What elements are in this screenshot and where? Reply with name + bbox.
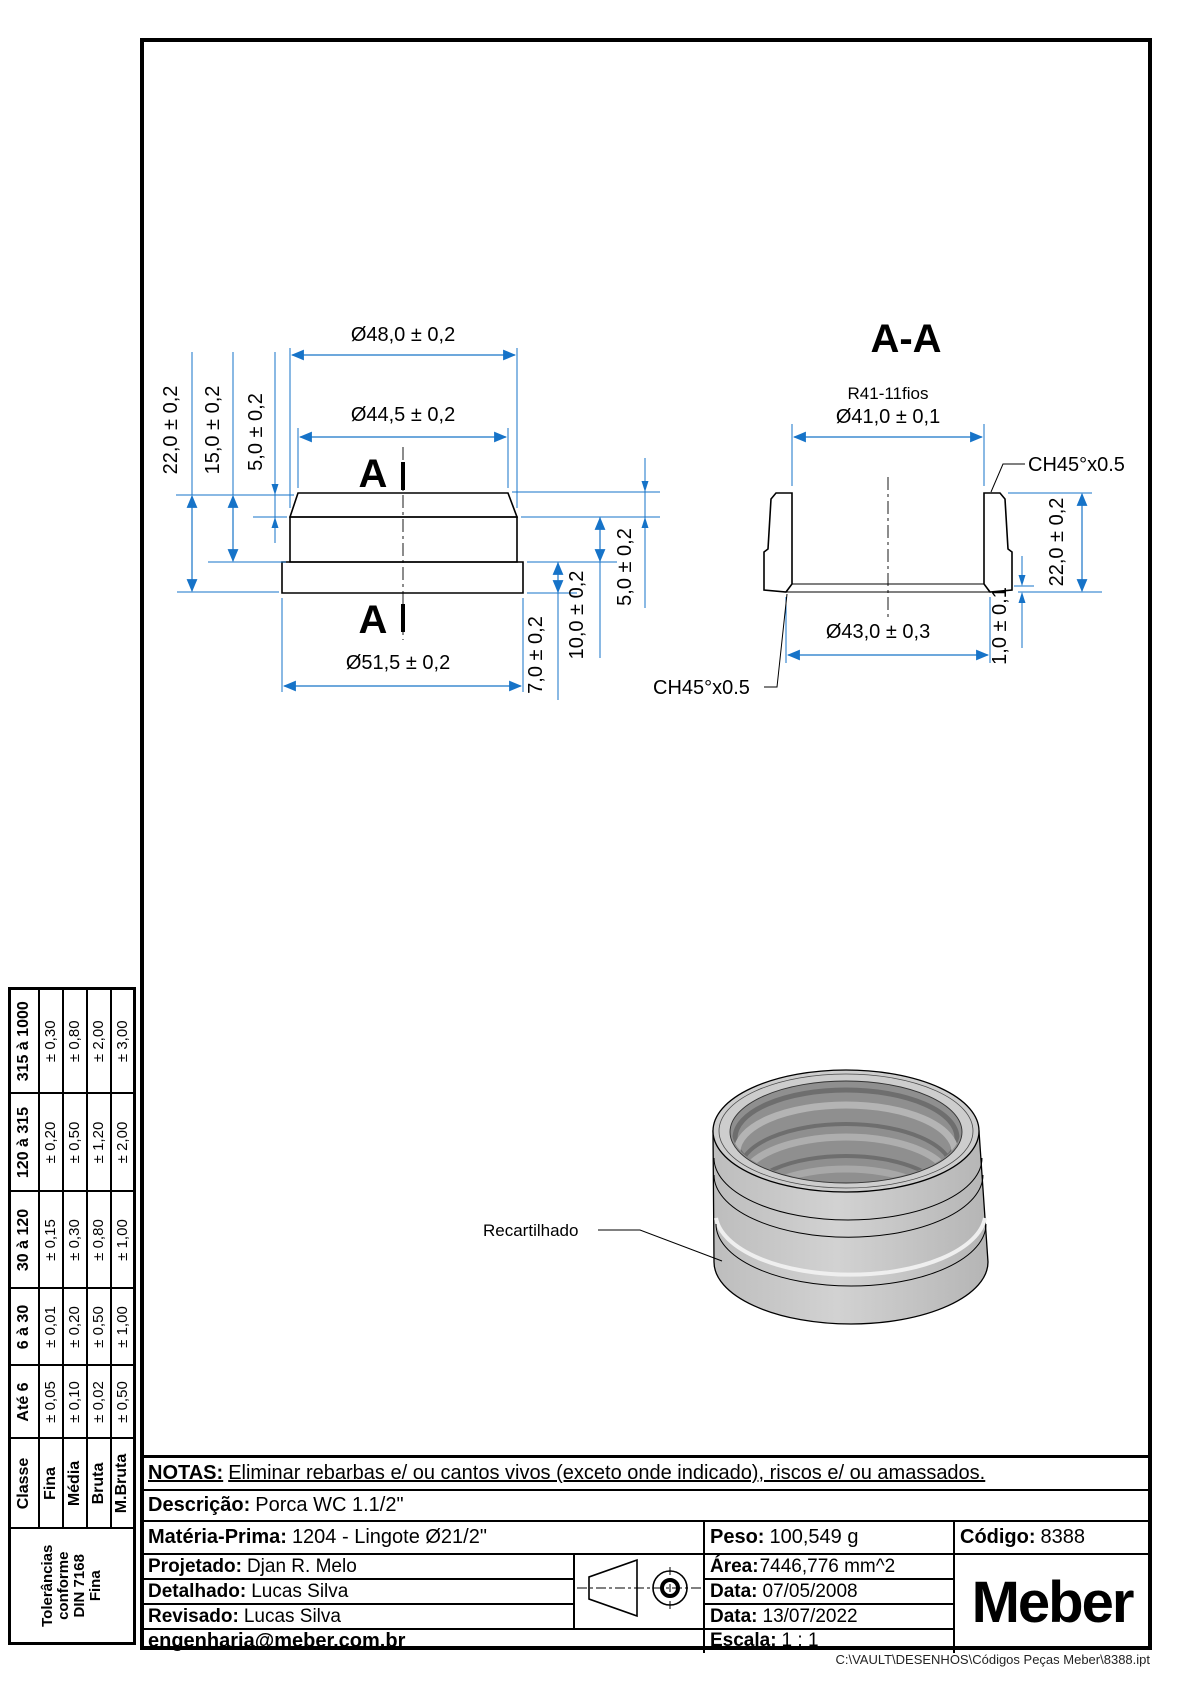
din-note-line: Tolerâncias <box>39 1544 56 1627</box>
din-note-line: Fina <box>87 1570 104 1602</box>
dim-diameter-51-5: Ø51,5 ± 0,2 <box>345 652 451 674</box>
tol-value: ± 0,02 <box>87 1366 111 1439</box>
din-note-line: conforme <box>55 1551 72 1620</box>
scale-label: Escala: <box>710 1630 777 1651</box>
projection-symbol <box>575 1555 703 1628</box>
tol-class: M.Bruta <box>111 1439 135 1529</box>
tol-value: ± 0,30 <box>39 989 63 1094</box>
date-revised-value: 13/07/2022 <box>762 1606 858 1627</box>
tol-header: 315 à 1000 <box>10 989 39 1094</box>
projection-symbol-cell <box>573 1553 703 1628</box>
tol-value: ± 0,20 <box>39 1094 63 1192</box>
tol-value: ± 0,01 <box>39 1289 63 1366</box>
chamfer-note-bottom: CH45°x0.5 <box>653 677 750 699</box>
dim-height-7: 7,0 ± 0,2 <box>525 616 547 694</box>
email-text: engenharia@meber.com.br <box>148 1630 406 1652</box>
date-created-value: 07/05/2008 <box>762 1581 858 1602</box>
weight-cell <box>703 1520 953 1553</box>
area-value: 7446,776 mm^2 <box>759 1556 896 1577</box>
designed-by-label: Projetado: <box>148 1556 242 1577</box>
tol-value: ± 0,15 <box>39 1192 63 1289</box>
tol-class: Média <box>63 1439 87 1529</box>
reviewed-by-label: Revisado: <box>148 1606 239 1627</box>
knurl-label: Recartilhado <box>483 1221 579 1240</box>
description-label: Descrição: <box>148 1494 251 1516</box>
dim-lip-1: 1,0 ± 0,1 <box>989 587 1011 665</box>
date-created-cell <box>703 1578 953 1603</box>
scale-value: 1 : 1 <box>781 1630 819 1651</box>
tolerance-table <box>8 990 133 1645</box>
dim-diameter-48: Ø48,0 ± 0,2 <box>350 324 456 346</box>
chamfer-note-top: CH45°x0.5 <box>1028 454 1125 476</box>
reviewed-by-value: Lucas Silva <box>243 1606 341 1627</box>
detailed-by-label: Detalhado: <box>148 1581 247 1602</box>
detailed-by-value: Lucas Silva <box>251 1581 349 1602</box>
dim-diameter-44-5: Ø44,5 ± 0,2 <box>350 404 456 426</box>
designed-by-cell <box>143 1553 573 1578</box>
dim-height-5-left: 5,0 ± 0,2 <box>245 393 267 471</box>
code-value: 8388 <box>1040 1526 1086 1548</box>
tol-value: ± 0,50 <box>111 1366 135 1439</box>
area-label: Área: <box>710 1556 759 1577</box>
tol-header: Classe <box>10 1439 39 1529</box>
tol-value: ± 0,10 <box>63 1366 87 1439</box>
area-cell <box>703 1553 953 1578</box>
tol-class: Bruta <box>87 1439 111 1529</box>
dim-section-height-22: 22,0 ± 0,2 <box>1046 497 1068 587</box>
detailed-by-cell <box>143 1578 573 1603</box>
tol-class: Fina <box>39 1439 63 1529</box>
tol-header: 6 à 30 <box>10 1289 39 1366</box>
code-label: Código: <box>960 1526 1036 1548</box>
email-cell <box>143 1628 703 1653</box>
thread-note: R41-11fios <box>847 384 929 403</box>
tol-value: ± 1,00 <box>111 1192 135 1289</box>
dim-diameter-41: Ø41,0 ± 0,1 <box>835 406 941 428</box>
weight-label: Peso: <box>710 1526 765 1548</box>
date-revised-label: Data: <box>710 1606 758 1627</box>
tol-value: ± 0,05 <box>39 1366 63 1439</box>
section-title: A-A <box>870 317 942 361</box>
description-value: Porca WC 1.1/2" <box>255 1494 404 1516</box>
tol-value: ± 0,30 <box>63 1192 87 1289</box>
tol-value: ± 0,50 <box>63 1094 87 1192</box>
tol-header: 30 à 120 <box>10 1192 39 1289</box>
title-block <box>140 1455 1152 1650</box>
tol-value: ± 2,00 <box>111 1094 135 1192</box>
tol-value: ± 0,80 <box>87 1192 111 1289</box>
notes-row <box>143 1458 1149 1489</box>
dim-height-10: 10,0 ± 0,2 <box>566 570 588 660</box>
iso-view <box>483 1070 988 1324</box>
description-row <box>143 1489 1149 1520</box>
date-revised-cell <box>703 1603 953 1628</box>
company-logo <box>953 1553 1149 1653</box>
designed-by-value: Djan R. Melo <box>246 1556 357 1577</box>
tol-value: ± 0,80 <box>63 989 87 1094</box>
tol-value: ± 1,00 <box>111 1289 135 1366</box>
din-note-line: DIN 7168 <box>71 1554 88 1618</box>
tol-value: ± 0,50 <box>87 1289 111 1366</box>
notes-text: Eliminar rebarbas e/ ou cantos vivos (exceto onde indicado), riscos e/ ou amassados. <box>228 1462 986 1484</box>
tol-value: ± 3,00 <box>111 989 135 1094</box>
file-path: C:\VAULT\DESENHOS\Códigos Peças Meber\8388.ipt <box>835 1652 1150 1667</box>
raw-material-value: 1204 - Lingote Ø21/2" <box>291 1526 487 1548</box>
din-note-cell <box>10 1529 135 1644</box>
company-logo-text: Meber <box>971 1570 1133 1635</box>
cut-label-top: A <box>358 452 388 496</box>
tol-header: Até 6 <box>10 1366 39 1439</box>
dim-diameter-43: Ø43,0 ± 0,3 <box>825 621 931 643</box>
raw-material-cell <box>143 1520 703 1553</box>
tol-value: ± 1,20 <box>87 1094 111 1192</box>
date-created-label: Data: <box>710 1581 758 1602</box>
reviewed-by-cell <box>143 1603 573 1628</box>
dim-height-5-right: 5,0 ± 0,2 <box>614 528 636 606</box>
raw-material-label: Matéria-Prima: <box>148 1526 287 1548</box>
weight-value: 100,549 g <box>769 1526 859 1548</box>
section-view <box>653 317 1125 699</box>
tol-header: 120 à 315 <box>10 1094 39 1192</box>
tol-value: ± 0,20 <box>63 1289 87 1366</box>
front-view <box>160 324 660 700</box>
scale-cell <box>703 1628 953 1653</box>
dim-height-15: 15,0 ± 0,2 <box>202 385 224 475</box>
dim-height-22: 22,0 ± 0,2 <box>160 385 182 475</box>
code-cell <box>953 1520 1149 1553</box>
tol-value: ± 2,00 <box>87 989 111 1094</box>
cut-label-bottom: A <box>358 598 388 642</box>
notes-label: NOTAS: <box>148 1462 224 1484</box>
